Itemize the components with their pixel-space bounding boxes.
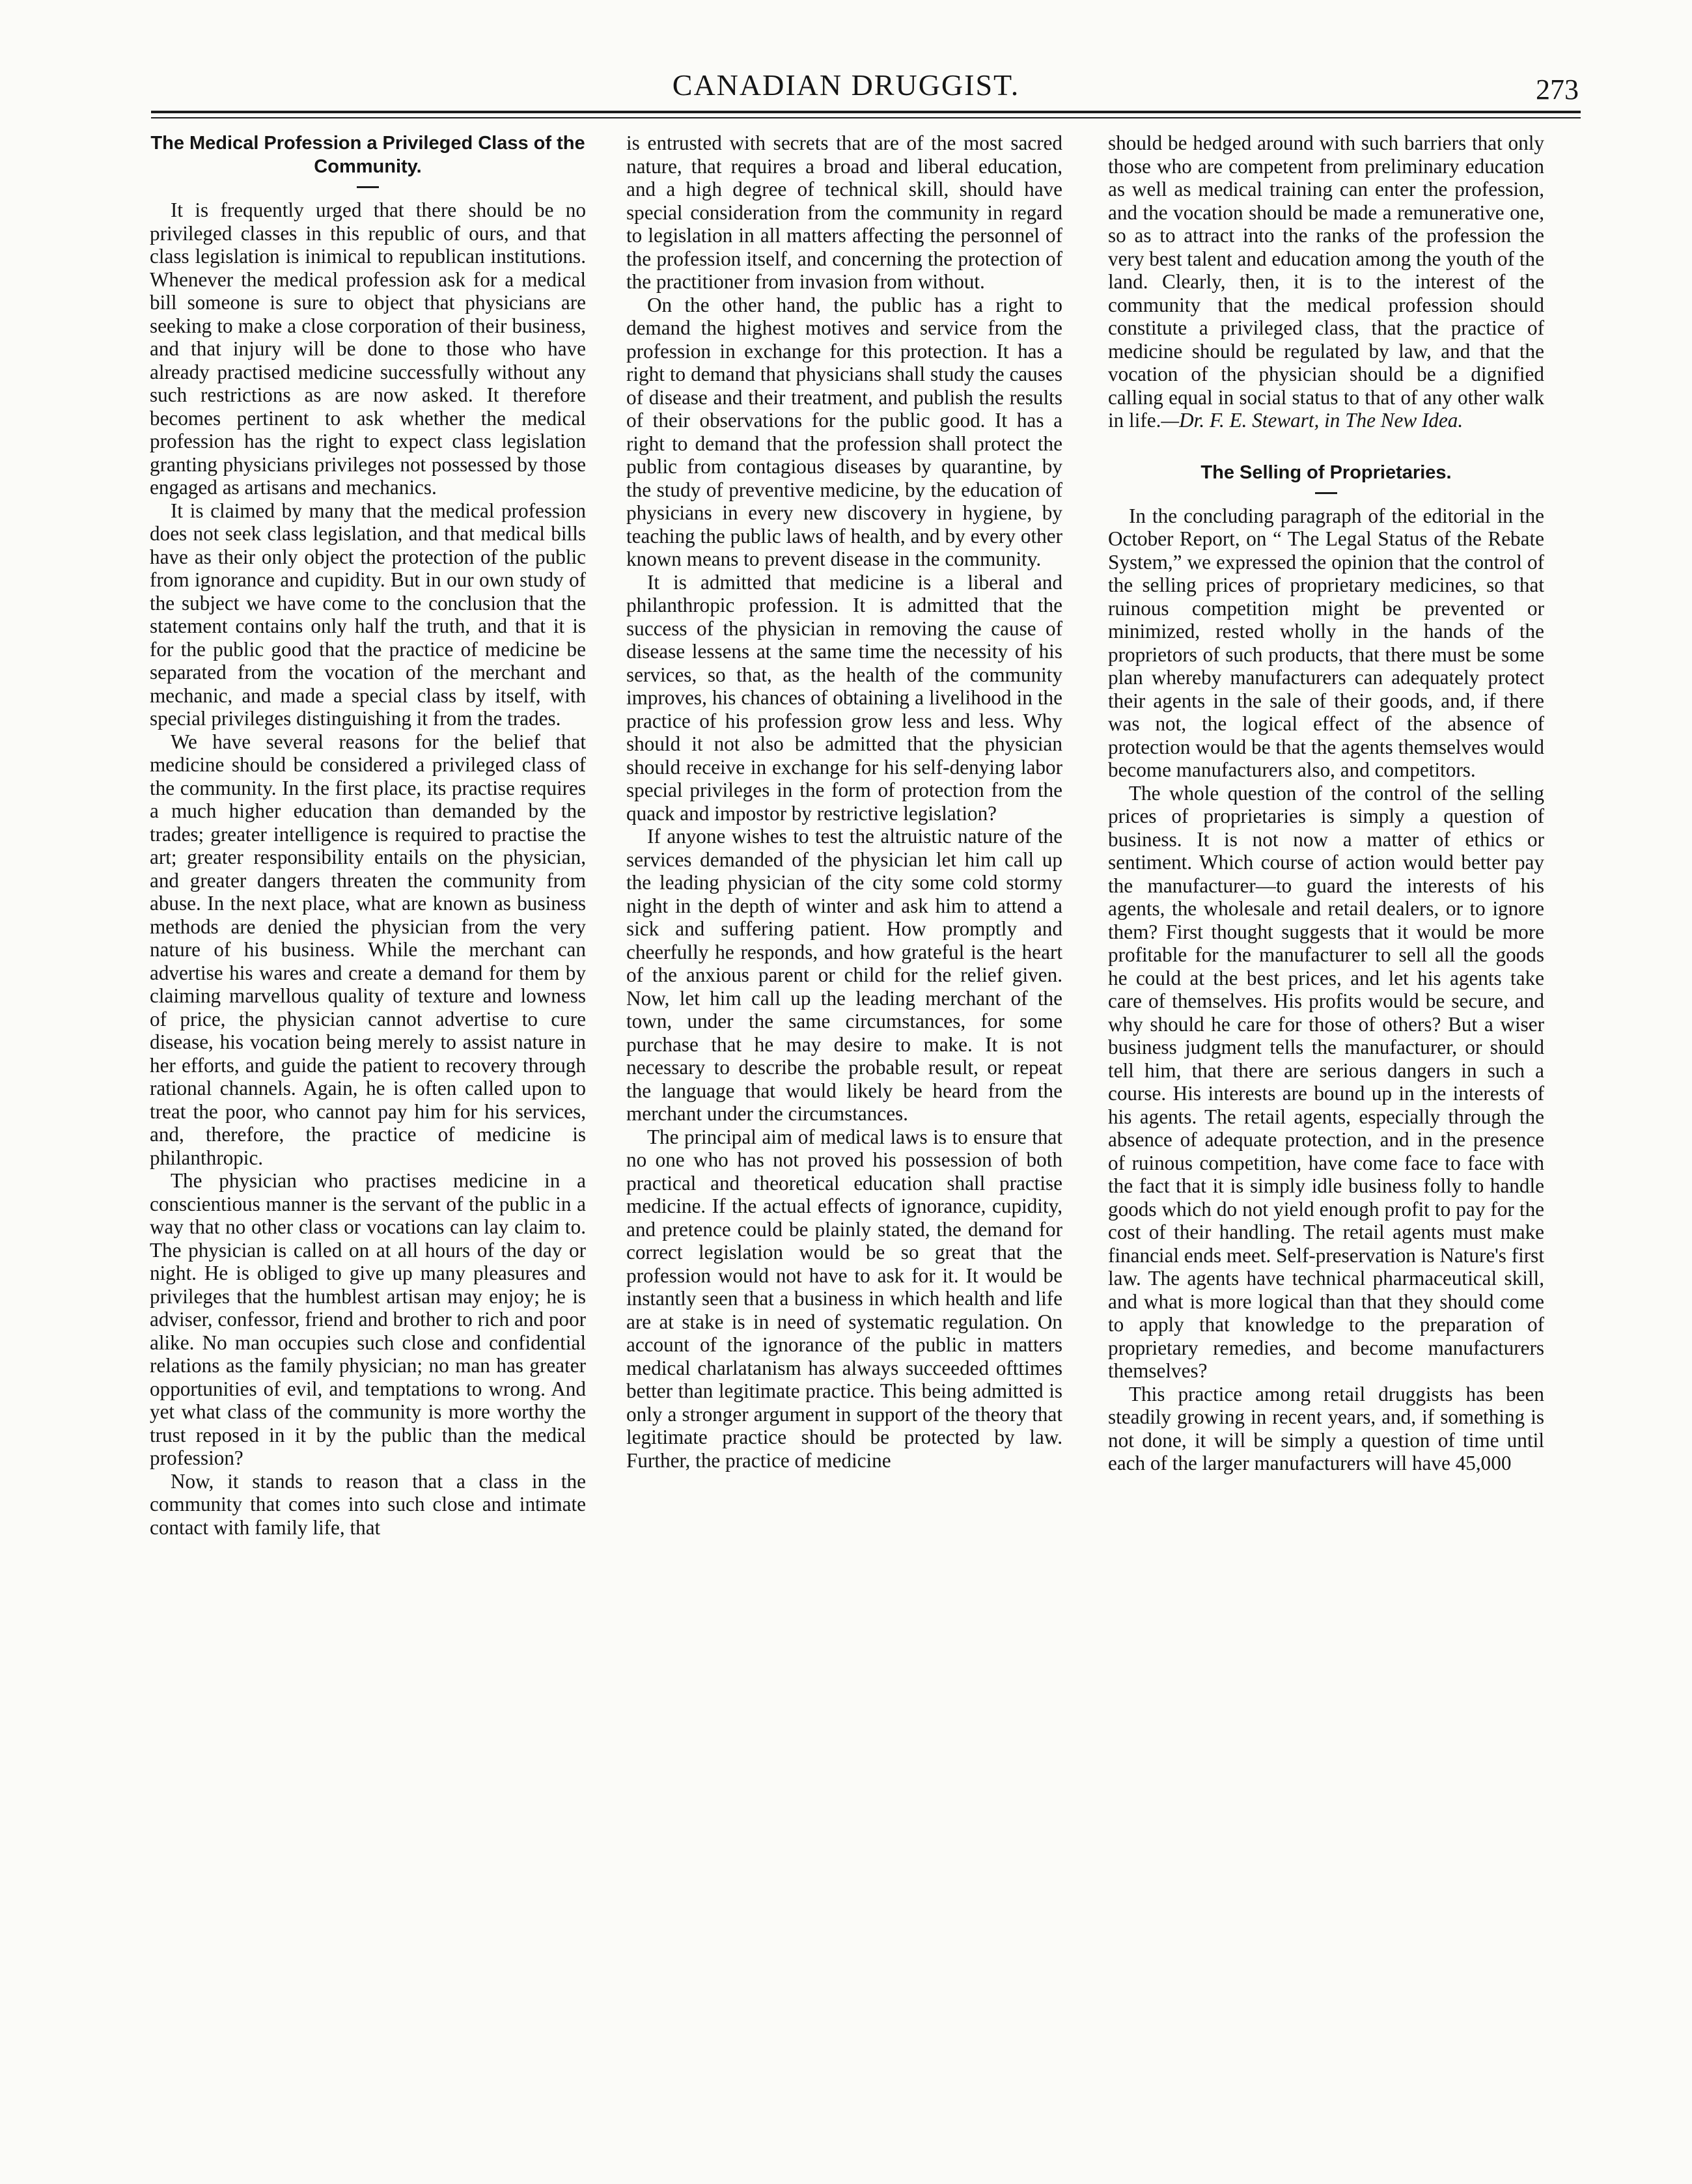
header-rule: [151, 111, 1581, 113]
page-number: 273: [1536, 74, 1579, 105]
article-1-paragraph: It is claimed by many that the medical profession does not seek class legislation, and that medical bills have as their only object the protection of the public from ignorance and cupidity. But in our own study of the subject we have come to the conclusion that the statement contains only half the truth, and that it is for the public good that the practice of medicine be separated from the vocation of the merchant and mechanic, and made a special class by itself, with special privileges distinguishing it from the trades.: [150, 499, 586, 730]
article-1-paragraph: It is frequently urged that there should be no privileged classes in this republic of ours, and that class legislation is inimical to republican institutions. Whenever the medical profession ask for a medical bill someone is sure to object that physicians are seeking to make a close corporation of their business, and that injury will be done to those who have already practised medicine successfully without any such restrictions as are now asked. It therefore becomes pertinent to ask whether the medical profession has the right to expect class legislation granting physicians privileges not possessed by those engaged as artisans and mechanics.: [150, 199, 586, 499]
article-1-closing-text: should be hedged around with such barriers that only those who are competent from preliminary education as well as medical training can enter the profession, and the vocation should be made a remunerative one, so as to attract into the ranks of the profession the very best talent and education among the youth of the land. Clearly, then, it is to the interest of the community that the medical profession should constitute a privileged class, that the practice of medicine should be regulated by law, and that the vocation of the physician should be a dignified calling equal in social status to that of any other walk in life.: [1108, 131, 1544, 432]
article-1-headline: The Medical Profession a Privileged Class of the Community.: [150, 133, 585, 177]
article-1-paragraph: On the other hand, the public has a right to demand the highest motives and service from the profession in exchange for this protection. It has a right to demand that physicians shall study the causes of disease and their treatment, and publish the results of their observations for the public good. It has a right to demand that the profession shall protect the public from contagious diseases by quarantine, by the study of preventive medicine, by the education of physicians in every new discovery in hygiene, by teaching the public laws of health, and by every other known means to prevent disease in the community.: [626, 293, 1062, 570]
article-1-paragraph: If anyone wishes to test the altruistic nature of the services demanded of the physician let him call up the leading physician of the city some cold stormy night in the depth of winter and ask him to attend a sick and suffering patient. How promptly and cheerfully he responds, and how grateful is the heart of the anxious parent or child for the relief given. Now, let him call up the leading merchant of the town, under the same circumstances, for some purchase that he may desire to make. It is not necessary to describe the probable result, or repeat the language that would likely be heard from the merchant under the circumstances.: [626, 825, 1062, 1125]
headline-dash: [357, 186, 379, 188]
article-2-paragraph: In the concluding paragraph of the editorial in the October Report, on “ The Legal Status of the Rebate System,” we expressed the opinion that the control of the selling prices of proprietary medicines, so that ruinous competition might be prevented or minimized, rested wholly in the hands of the proprietors of such products, that there must be some plan whereby manufacturers can adequately protect their agents in the sale of their goods, and, if there was not, the logical effect of the absence of protection would be that the agents themselves would become manufacturers also, and competitors.: [1108, 504, 1544, 781]
publication-title: CANADIAN DRUGGIST.: [672, 68, 1020, 102]
article-1-paragraph: It is admitted that medicine is a liberal and philanthropic profession. It is admitted that the success of the physician in removing the cause of disease lessens at the same time the necessity of his services, so that, as the health of the community improves, his chances of obtaining a livelihood in the practice of his profession grow less and less. Why should it not also be admitted that the physician should receive in exchange for his self-denying labor special privileges in the form of protection from the quack and impostor by restrictive legislation?: [626, 570, 1062, 825]
column-1: [150, 131, 586, 1539]
article-2-paragraph: The whole question of the control of the selling prices of proprietaries is simply a question of business. It is not now a matter of ethics or sentiment. Which course of action would better pay the manufacturer—to guard the interests of his agents, the wholesale and retail dealers, or to ignore them? First thought suggests that it would be more profitable for the manufacturer to sell all the goods he could at the best prices, and let his agents take care of themselves. His profits would be secure, and why should he care for those of others? But a wiser business judgment tells the manufacturer, or should tell him, that there are serious dangers in such a course. His interests are bound up in the interests of his agents. The retail agents, especially through the absence of adequate protection, and in the presence of ruinous competition, have come face to face with the fact that it is simply idle business folly to handle goods which do not yield enough profit to pay for the cost of their handling. The retail agents must make financial ends meet. Self-preservation is Nature's first law. The agents have technical pharmaceutical skill, and what is more logical than that they should come to apply that knowledge to the preparation of proprietary remedies, and become manufacturers themselves?: [1108, 781, 1544, 1382]
article-1-paragraph: [1108, 131, 1544, 432]
column-3: [1108, 131, 1544, 1475]
header-rule-thin: [151, 117, 1581, 118]
article-1-attribution: —Dr. F. E. Stewart, in The New Idea.: [1161, 409, 1463, 432]
article-1-paragraph: We have several reasons for the belief that medicine should be considered a privileged class of the community. In the first place, its practise requires a much higher education than demanded by the trades; greater intelligence is required to practise the art; greater responsibility entails on the physician, and greater dangers threaten the community from abuse. In the next place, what are known as business methods are denied the physician from the very nature of his business. While the merchant can advertise his wares and create a demand for them by claiming marvellous quality of texture and lowness of price, the physician cannot advertise to cure disease, his vocation being merely to assist nature in her efforts, and guide the patient to recovery through rational channels. Again, he is often called upon to treat the poor, who cannot pay him for his services, and, therefore, the practice of medicine is philanthropic.: [150, 730, 586, 1169]
article-1-paragraph: The physician who practises medicine in a conscientious manner is the servant of the public in a way that no other class or vocations can lay claim to. The physician is called on at all hours of the day or night. He is obliged to give up many pleasures and privileges that the humblest artisan may enjoy; he is adviser, confessor, friend and brother to rich and poor alike. No man occupies such close and confidential relations as the family physician; no man has greater opportunities of evil, and temptations to wrong. And yet what class of the community is more worthy the trust reposed in it by the public than the medical profession?: [150, 1169, 586, 1469]
headline-dash: [1315, 492, 1337, 494]
article-2-headline: The Selling of Proprietaries.: [1200, 462, 1452, 483]
article-1-paragraph: The principal aim of medical laws is to ensure that no one who has not proved his possession of both practical and theoretical education shall practise medicine. If the actual effects of ignorance, cupidity, and pretence could be plainly stated, the demand for correct legislation would be so great that the profession would not have to ask for it. It would be instantly seen that a business in which health and life are at stake is in need of systematic regulation. On account of the ignorance of the public in matters medical charlatanism has always succeeded ofttimes better than legitimate practice. This being admitted is only a stronger argument in support of the theory that legitimate practice should be protected by law. Further, the practice of medicine: [626, 1125, 1062, 1472]
article-1-paragraph: is entrusted with secrets that are of the most sacred nature, that requires a broad and liberal education, and a high degree of technical skill, should have special consideration from the community in regard to legislation in all matters affecting the personnel of the profession itself, and concerning the protection of the practitioner from invasion from without.: [626, 131, 1062, 293]
article-2-paragraph: This practice among retail druggists has been steadily growing in recent years, and, if something is not done, it will be simply a question of time until each of the larger manufacturers will have 45,000: [1108, 1382, 1544, 1474]
column-2: [626, 131, 1062, 1472]
article-1-paragraph: Now, it stands to reason that a class in the community that comes into such close and intimate contact with family life, that: [150, 1469, 586, 1539]
